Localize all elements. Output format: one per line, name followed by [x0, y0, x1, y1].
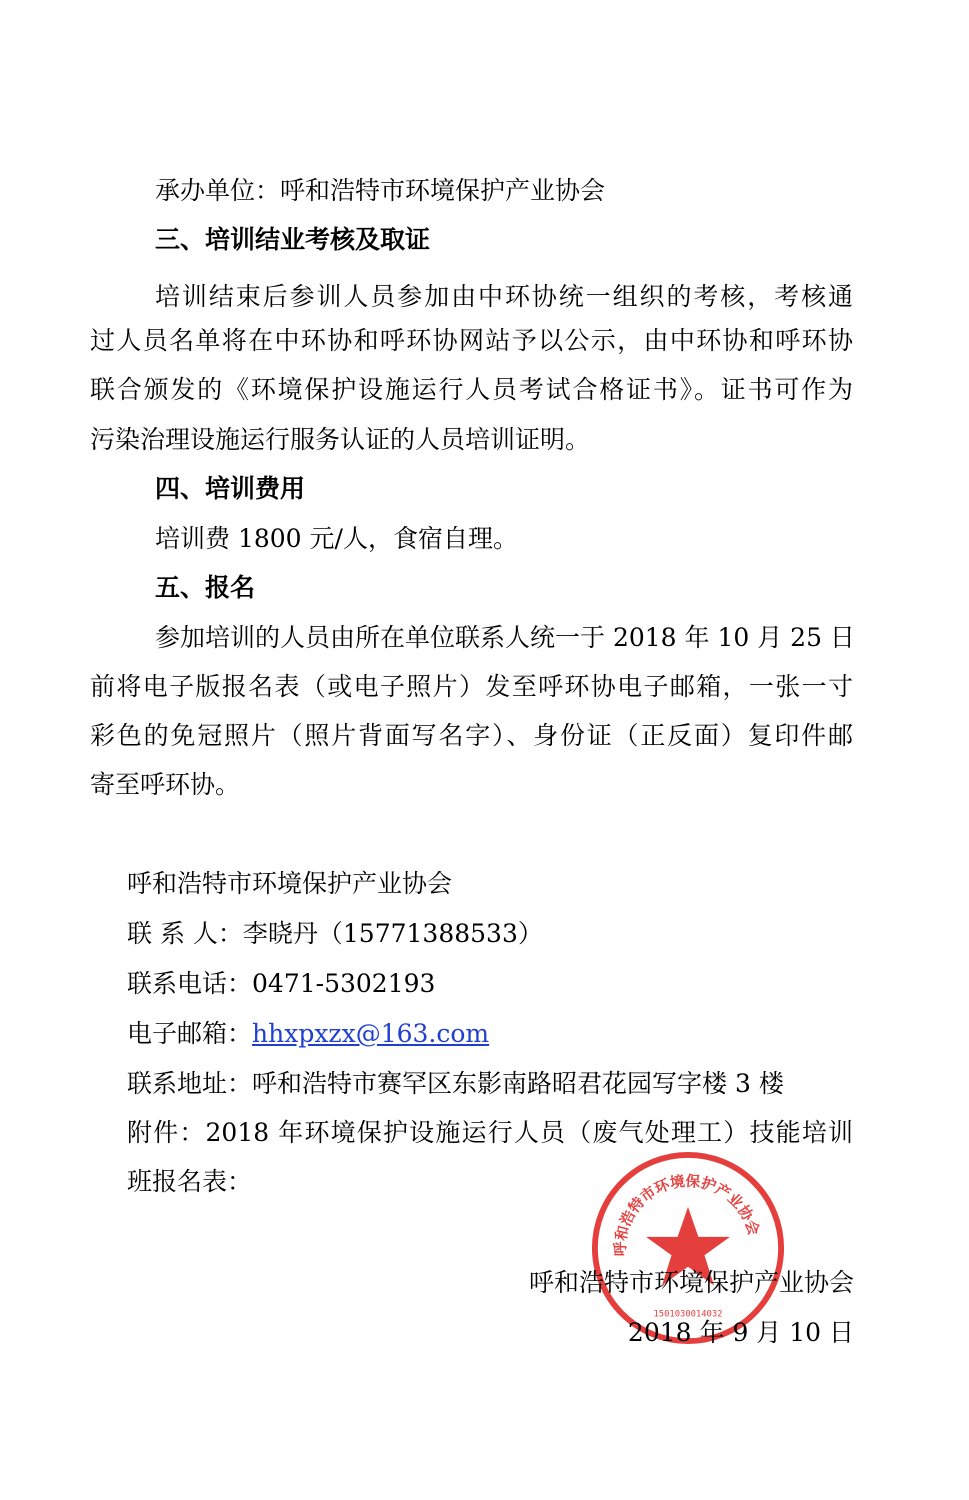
contact-org: 呼和浩特市环境保护产业协会	[127, 869, 453, 898]
contact-address	[127, 1067, 784, 1101]
attachment-line-1: 附件：2018 年环境保护设施运行人员（废气处理工）技能培训	[127, 1118, 853, 1147]
contact-email-label: 电子邮箱：	[127, 1019, 253, 1048]
section-5-para-line-2: 前将电子版报名表（或电子照片）发至呼环协电子邮箱，一张一寸	[90, 672, 853, 701]
signature-date: 2018 年 9 月 10 日	[627, 1318, 854, 1347]
contact-phone	[127, 967, 435, 1001]
section-5-para-line-3: 彩色的免冠照片（照片背面写名字）、身份证（正反面）复印件邮	[90, 721, 853, 750]
seal-arc-text: 呼和浩特市环境保护产业协会	[612, 1172, 763, 1257]
contact-address-label: 联系地址：	[127, 1069, 253, 1098]
section-5-para-line-1: 参加培训的人员由所在单位联系人统一于 2018 年 10 月 25 日	[155, 623, 855, 652]
contact-phone-label: 联系电话：	[127, 969, 253, 998]
signature-org: 呼和浩特市环境保护产业协会	[528, 1268, 854, 1297]
contact-phone-value: 0471-5302193	[252, 969, 436, 998]
section-5-heading: 五、报名	[155, 573, 256, 602]
section-5-para-line-4: 寄至呼环协。	[90, 770, 241, 799]
section-3-para-line-2: 过人员名单将在中环协和呼环协网站予以公示，由中环协和呼环协	[90, 326, 853, 355]
section-3-para-line-3: 联合颁发的《环境保护设施运行人员考试合格证书》。证书可作为	[90, 375, 853, 404]
section-3-heading: 三、培训结业考核及取证	[155, 225, 431, 254]
contact-email	[127, 1017, 489, 1051]
contact-address-value: 呼和浩特市赛罕区东影南路昭君花园写字楼 3 楼	[252, 1069, 784, 1098]
section-4-fee-line: 培训费 1800 元/人，食宿自理。	[155, 524, 518, 553]
section-3-para-line-1: 培训结束后参训人员参加由中环协统一组织的考核，考核通	[155, 282, 853, 311]
section-4-heading: 四、培训费用	[155, 474, 306, 503]
seal-serial-number: 1501030014032	[653, 1309, 723, 1320]
contact-person	[127, 917, 543, 951]
organizer-line: 承办单位：呼和浩特市环境保护产业协会	[155, 176, 606, 205]
section-3-para-line-4: 污染治理设施运行服务认证的人员培训证明。	[90, 425, 591, 454]
contact-person-label: 联 系 人：	[127, 919, 243, 948]
attachment-line-2: 班报名表：	[127, 1167, 253, 1196]
contact-person-value: 李晓丹（15771388533）	[242, 919, 543, 948]
contact-email-link[interactable]: hhxpxzx@163.com	[252, 1019, 490, 1048]
